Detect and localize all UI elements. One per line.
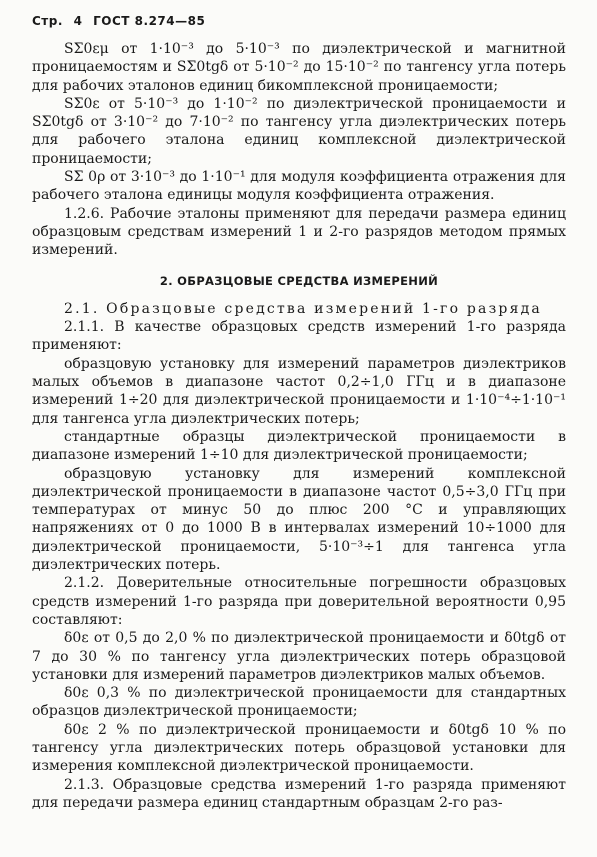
page-header <box>32 14 211 28</box>
paragraph: 2.1.1. В качестве образцовых средств измерений 1-го разряда применяют: <box>32 319 566 354</box>
section-heading: 2. ОБРАЗЦОВЫЕ СРЕДСТВА ИЗМЕРЕНИЙ <box>159 273 439 288</box>
standard-code: ГОСТ 8.274—85 <box>93 14 206 28</box>
paragraph: образцовую установку для измерений комплексной диэлектрической проницаемости в диапазоне частот 0,5÷3,0 ГГц при температурах от минус 50 до плюс 200 °C и управляющих напряжениях от 0 до 1000 В в интервалах измерений 10÷1000 для диэлектрической проницаемости, 5·10⁻³÷1 для тангенса угла диэлектрических потерь. <box>32 465 566 574</box>
paragraph: δ0ε 0,3 % по диэлектрической проницаемости для стандартных образцов диэлектрической проницаемости; <box>32 685 566 720</box>
paragraph: δ0ε от 0,5 до 2,0 % по диэлектрической проницаемости и δ0tgδ от 7 до 30 % по тангенсу угла диэлектрических потерь образцовой установки для измерений параметров диэлектриков малых объемов. <box>32 630 566 683</box>
paragraph: стандартные образцы диэлектрической проницаемости в диапазоне измерений 1÷10 для диэлектрической проницаемости; <box>32 428 566 464</box>
paragraph: 2.1.2. Доверительные относительные погрешности образцовых средств измерений 1-го разряда при доверительной вероятности 0,95 составляют: <box>32 575 566 628</box>
paragraph: образцовую установку для измерений параметров диэлектриков малых объемов в диапазоне частот 0,2÷1,0 ГГц и в диапазоне измерений 1÷20 для диэлектрической проницаемости и 1·10⁻⁴÷1·10⁻¹ для тангенса угла диэлектрических потерь; <box>32 355 566 427</box>
document-body <box>32 40 566 812</box>
page-label: Стр. <box>32 14 63 28</box>
paragraph: SΣ 0ρ от 3·10⁻³ до 1·10⁻¹ для модуля коэффициента отражения для рабочего эталона единицы модуля коэффициента отражения. <box>32 169 566 204</box>
paragraph: δ0ε 2 % по диэлектрической проницаемости и δ0tgδ 10 % по тангенсу угла диэлектрических потерь образцовой установки для измерения комплексной диэлектрической проницаемости. <box>32 721 566 775</box>
page-number: 4 <box>73 14 83 28</box>
paragraph: 2.1.3. Образцовые средства измерений 1-го разряда применяют для передачи размера единиц стандартным образцам 2-го раз- <box>32 776 566 811</box>
paragraph: 1.2.6. Рабочие эталоны применяют для передачи размера единиц образцовым средствам измерений 1 и 2-го разрядов методом прямых измерений. <box>32 205 566 259</box>
subsection-title: 2.1. Образцовые средства измерений 1-го разряда <box>64 300 542 317</box>
paragraph: SΣ0ε от 5·10⁻³ до 1·10⁻² по диэлектрической проницаемости и SΣ0tgδ от 3·10⁻² до 7·10⁻² по тангенсу угла диэлектрических потерь для рабочего эталона единиц комплексной диэлектрической проницаемости; <box>32 95 566 167</box>
paragraph: SΣ0εμ от 1·10⁻³ до 5·10⁻³ по диэлектрической и магнитной проницаемостям и SΣ0tgδ от 5·10⁻² до 15·10⁻² по тангенсу угла потерь для рабочих эталонов единиц бикомплексной проницаемости; <box>32 41 566 94</box>
